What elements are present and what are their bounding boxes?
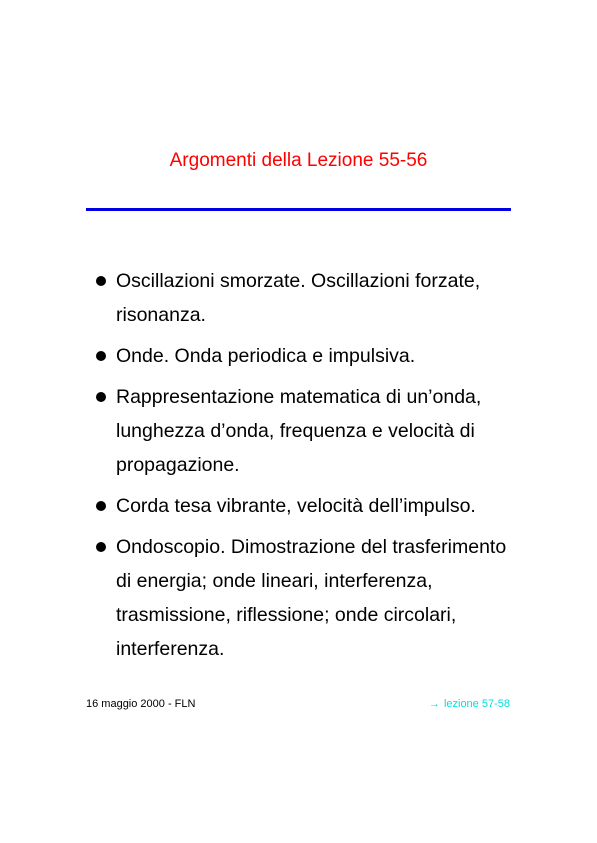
bullet-dot-icon <box>96 276 106 286</box>
right-arrow-icon: → <box>428 698 440 710</box>
list-item-text: Rappresentazione matematica di un’onda, lunghezza d’onda, frequenza e velocità di propagazione. <box>116 386 482 476</box>
footer-date-author: 16 maggio 2000 - FLN <box>86 698 196 710</box>
list-item <box>86 264 526 332</box>
list-item <box>86 339 526 373</box>
list-item-text: Oscillazioni smorzate. Oscillazioni forzate, risonanza. <box>116 270 481 326</box>
next-lesson-label: lezione 57-58 <box>443 698 510 710</box>
bullet-dot-icon <box>96 542 106 552</box>
next-lesson-link[interactable] <box>429 697 510 711</box>
bullet-dot-icon <box>96 351 106 361</box>
bullet-dot-icon <box>96 392 106 402</box>
list-item-text: Corda tesa vibrante, velocità dell’impulso. <box>116 495 476 517</box>
slide-title: Argomenti della Lezione 55-56 <box>169 150 428 171</box>
list-item <box>86 380 526 482</box>
bullet-dot-icon <box>96 501 106 511</box>
list-item <box>86 489 526 523</box>
topic-list <box>86 264 526 673</box>
list-item <box>86 530 526 666</box>
title-divider <box>86 208 511 211</box>
list-item-text: Onde. Onda periodica e impulsiva. <box>116 345 416 367</box>
list-item-text: Ondoscopio. Dimostrazione del trasferimento di energia; onde lineari, interferenza, trasmissione, riflessione; onde circolari, interferenza. <box>116 536 507 660</box>
